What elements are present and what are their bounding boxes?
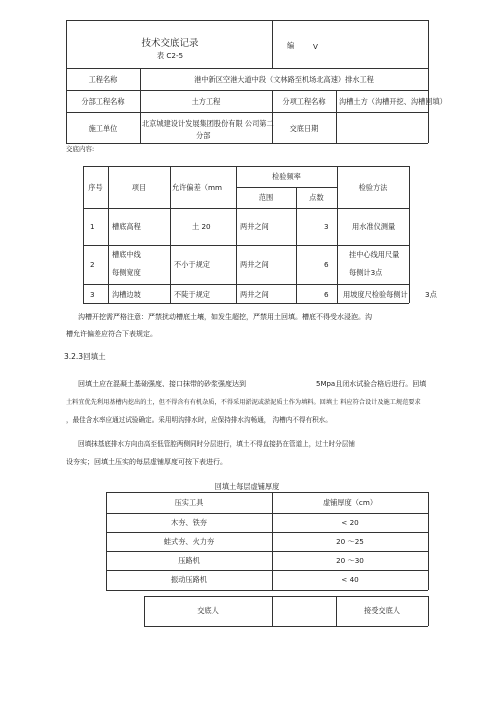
unit-label: 施工单位 [88,124,118,133]
cell-tool: 蛙式夯、火力夯 [163,537,215,546]
cell-tool: 压路机 [178,556,200,565]
project-label: 工程名称 [88,75,118,84]
date-label: 交底日期 [289,124,319,133]
cell-range: 两井之间 [240,260,269,269]
para-1-line-3: ，最佳含水率应通过试验确定。采用明沟排水时，应保持排水沟畅通， 沟槽内不得有积水。 [66,416,332,424]
cell-item-2: 每侧宽度 [112,268,141,277]
th-points: 点数 [309,193,324,202]
cell-thickness: 20 ～30 [336,556,364,565]
cell-range: 两井之间 [240,222,269,231]
subsection-label: 分部工程名称 [81,97,125,106]
cell-item: 槽底高程 [112,222,141,231]
th-frequency: 检验频率 [272,172,301,181]
para-1b: 5Mpa且闭水试验合格后进行。回填 [316,380,427,388]
cell-points: 6 [324,290,329,299]
cell-method-2: 每侧计3点 [349,268,383,277]
form-number: 表 C2-5 [156,51,184,60]
cell-tolerance: 土 20 [192,222,211,231]
cell-thickness: < 20 [341,518,359,527]
cell-item: 沟槽边坡 [112,290,141,299]
item-label: 分项工程名称 [282,97,326,106]
cell-thickness: 20 ～25 [336,537,364,546]
content-label: 交底内容: [66,145,95,153]
code-value: V [313,42,318,51]
cell-thickness: < 40 [341,575,359,584]
unit-value-1: 北京城建设计发展集团股份有限 公司第二 [142,119,274,128]
note-line-1: 沟槽开挖需严格注意：严禁扰动槽底土壤，如发生超挖，严禁用土回填。槽底不得受水浸泡。沟 [78,313,372,321]
project-value: 港中新区空港大道中段（文林路至机场北高速）排水工程 [194,75,374,84]
cell-no: 2 [90,260,95,269]
th-no: 序号 [88,183,103,192]
cell-no: 1 [90,222,95,231]
section-heading: 3.2.3回填土 [64,352,106,361]
receiver-label: 接受交底人 [364,606,400,615]
cell-method: 挂中心线用尺量 [349,250,400,259]
cell-tolerance: 不小于规定 [174,260,210,269]
handover-label: 交底人 [197,606,219,615]
fill-th-tool: 压实工具 [174,498,204,507]
th-range: 范围 [258,193,274,202]
unit-value-2: 分部 [196,131,211,140]
subsection-value: 土方工程 [191,97,221,106]
cell-tool: 木夯、铁夯 [171,518,207,527]
cell-method-tail: 3点 [425,290,437,299]
cell-points: 6 [324,260,329,269]
para-1a: 回填土应在混凝土基础强度、接口抹带的砂浆强度达到 [78,380,246,388]
th-tolerance: 允许偏差（mm [172,183,222,192]
para-1-line-2: 土料宜优先利用基槽内挖出的土，但不得含有有机杂质，不得采用淤泥或淤泥质土作为填料。回填土 料应符合设计及施工规范要求 [66,399,421,406]
note-line-2: 槽允许偏差应符合下表规定。 [66,330,157,338]
fill-th-thickness: 虚铺厚度（cm） [322,498,378,507]
cell-no: 3 [90,290,95,299]
cell-range: 两井之间 [240,290,269,299]
fill-table-caption: 回填土每层虚铺厚度 [214,482,280,491]
code-label: 编 [287,41,295,50]
th-method: 检验方法 [358,183,388,192]
th-item: 项目 [131,183,147,192]
cell-tolerance: 不陡于规定 [174,290,210,299]
para-2-line-2: 设夯实；回填土压实的每层虚铺厚度可按下表进行。 [66,458,227,466]
cell-method: 用水准仪测量 [352,222,396,231]
cell-item: 槽底中线 [112,250,141,259]
cell-method: 用坡度尺检验每侧计 [343,290,408,299]
para-2-line-1: 回填抹基底排水方向由高至低管腔两侧同时分层进行，填土不得直接扔在管道上，过土时分层铺 [78,440,355,448]
item-value: 沟槽土方（沟槽开挖、沟槽回填） [339,97,447,106]
cell-tool: 振动压路机 [171,575,207,584]
cell-points: 3 [324,222,329,231]
doc-title: 技术交底记录 [141,38,199,49]
